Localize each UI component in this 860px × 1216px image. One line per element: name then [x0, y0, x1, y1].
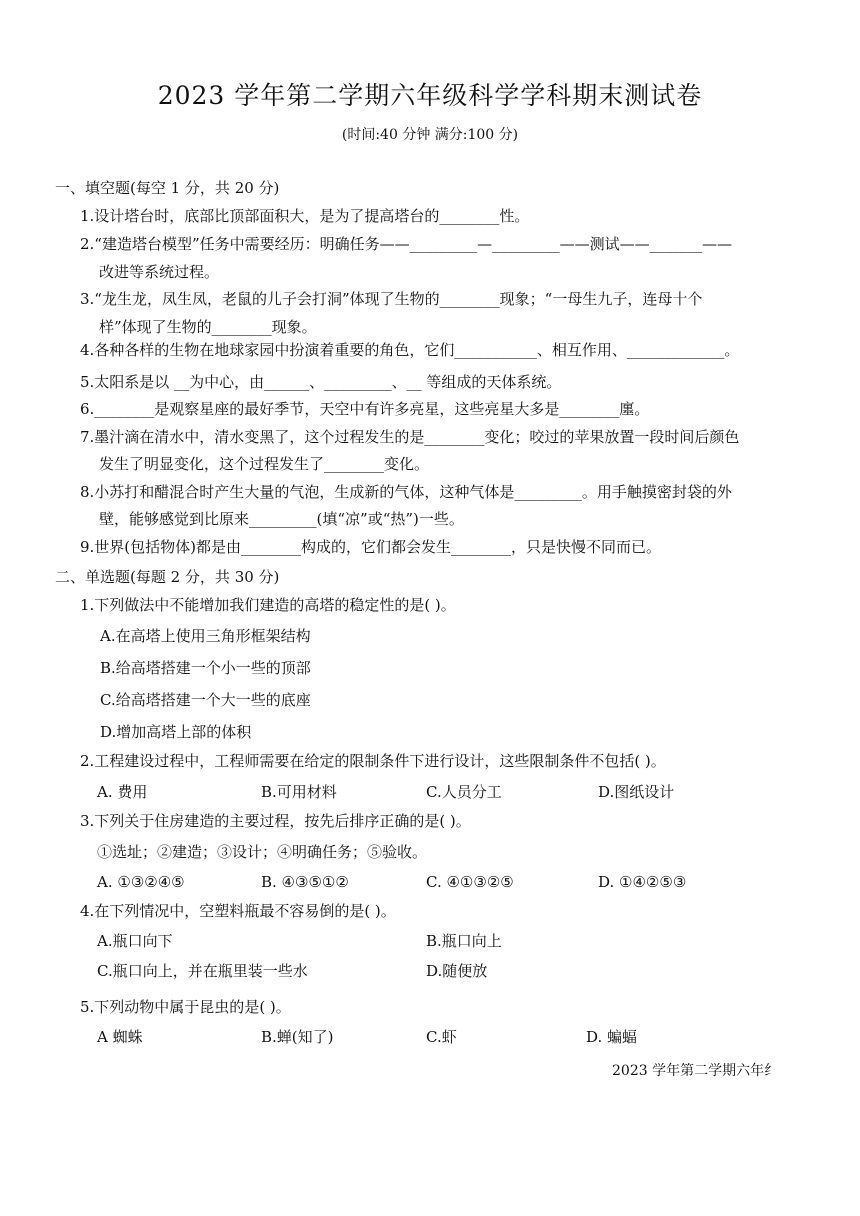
choice-1-option-d: D.增加高塔上部的体积: [100, 723, 252, 741]
fill-question-5: 5.太阳系是以 __为中心，由______、_________、__ 等组成的天体系统。: [80, 373, 562, 391]
choice-1-option-a: A.在高塔上使用三角形框架结构: [100, 627, 311, 645]
exam-subtitle: (时间:40 分钟 满分:100 分): [341, 127, 519, 143]
fill-question-2-cont: 改进等系统过程。: [99, 263, 220, 281]
fill-question-6: 6.________是观察星座的最好季节，天空中有许多亮星，这些亮星大多是________廛。: [80, 400, 650, 418]
choice-2-option-d: D.图纸设计: [598, 783, 675, 801]
fill-question-7: 7.墨汁滴在清水中，清水变黑了，这个过程发生的是________变化；咬过的苹果放置一段时间后颜色: [80, 428, 740, 446]
choice-4-option-b: B.瓶口向上: [426, 932, 502, 950]
fill-question-7-cont: 发生了明显变化，这个过程发生了________变化。: [99, 455, 430, 473]
fill-question-9: 9.世界(包括物体)都是由________构成的，它们都会发生________，只是快慢不同而已。: [80, 538, 662, 556]
choice-question-5: 5.下列动物中属于昆虫的是( )。: [80, 998, 291, 1016]
choice-2-option-a: A. 费用: [97, 783, 148, 801]
choice-4-option-a: A.瓶口向下: [97, 932, 173, 950]
section-1-heading: 一、填空题(每空 1 分，共 20 分): [55, 179, 280, 197]
choice-question-4: 4.在下列情况中，空塑料瓶最不容易倒的是( )。: [80, 902, 396, 920]
choice-2-option-c: C.人员分工: [426, 783, 502, 801]
fill-question-3-cont: 样”体现了生物的________现象。: [99, 318, 317, 336]
choice-question-3: 3.下列关于住房建造的主要过程，按先后排序正确的是( )。: [80, 812, 471, 830]
choice-3-steps: ①选址；②建造；③设计；④明确任务；⑤验收。: [97, 843, 428, 861]
choice-1-option-c: C.给高塔搭建一个大一些的底座: [100, 691, 311, 709]
fill-question-2: 2.“建造塔台模型”任务中需要经历：明确任务——_________—_________——测试——_______——: [80, 235, 733, 253]
fill-question-1: 1.设计塔台时，底部比顶部面积大，是为了提高塔台的________性。: [80, 207, 530, 225]
fill-question-3: 3.“龙生龙，凤生凤，老鼠的儿子会打洞”体现了生物的________现象；“一母生九子，连母十个: [80, 290, 703, 308]
choice-5-option-c: C.虾: [426, 1028, 457, 1046]
choice-4-option-d: D.随便放: [426, 962, 488, 980]
choice-2-option-b: B.可用材料: [261, 783, 337, 801]
page-footer: 2023 学年第二学期六年纟: [612, 1063, 779, 1079]
choice-3-option-d: D. ①④②⑤③: [598, 873, 687, 891]
choice-5-option-b: B.蝉(知了): [261, 1028, 334, 1046]
choice-question-2: 2.工程建设过程中，工程师需要在给定的限制条件下进行设计，这些限制条件不包括( )。: [80, 752, 666, 770]
section-2-heading: 二、单选题(每题 2 分，共 30 分): [55, 568, 280, 586]
choice-3-option-a: A. ①③②④⑤: [97, 873, 185, 891]
fill-question-8-cont: 壁，能够感觉到比原来_________(填“凉”或“热”)一些。: [99, 510, 464, 528]
choice-4-option-c: C.瓶口向上，并在瓶里装一些水: [97, 962, 308, 980]
exam-title: 2023 学年第二学期六年级科学学科期末测试卷: [157, 81, 703, 110]
choice-5-option-d: D. 蝙蝠: [586, 1028, 638, 1046]
fill-question-8: 8.小苏打和醋混合时产生大量的气泡，生成新的气体，这种气体是_________。用手触摸密封袋的外: [80, 483, 732, 501]
fill-question-4: 4.各种各样的生物在地球家园中扮演着重要的角色，它们___________、相互作用、_____________。: [80, 341, 740, 359]
choice-3-option-b: B. ④③⑤①②: [261, 873, 349, 891]
choice-5-option-a: A 蜘蛛: [97, 1028, 143, 1046]
choice-3-option-c: C. ④①③②⑤: [426, 873, 514, 891]
choice-question-1: 1.下列做法中不能增加我们建造的高塔的稳定性的是( )。: [80, 596, 456, 614]
choice-1-option-b: B.给高塔搭建一个小一些的顶部: [100, 659, 311, 677]
